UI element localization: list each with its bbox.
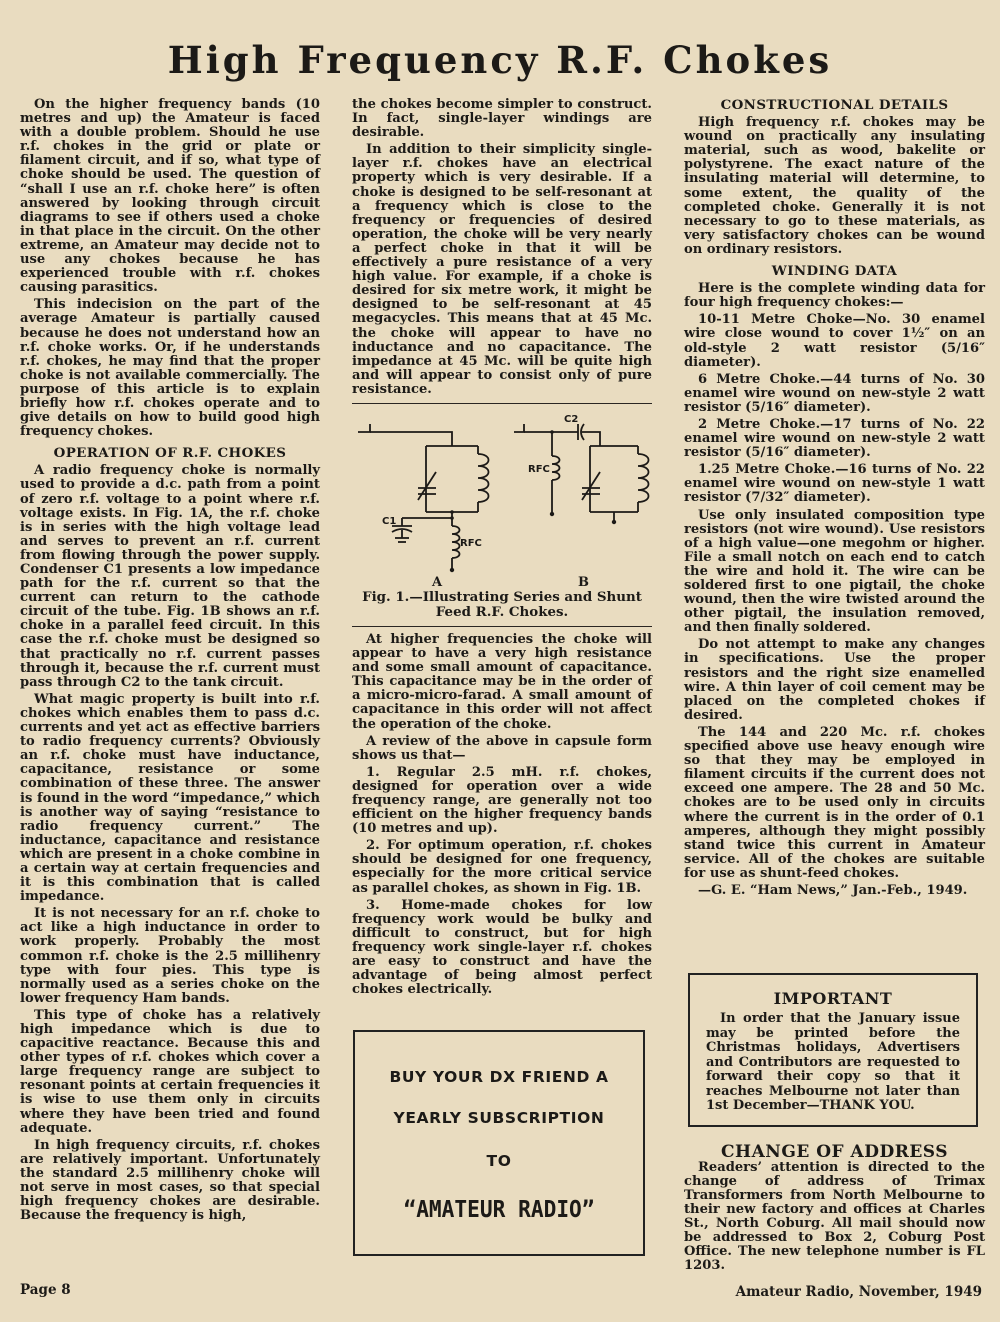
change-of-address <box>684 1142 985 1273</box>
paragraph: It is not necessary for an r.f. choke to act like a high inductance in order to work properly. Probably the most common r.f. choke is the 2.5 millihenry type with four pies. This type is normally used as a series choke on the lower frequency Ham bands. <box>20 906 320 1006</box>
change-heading: CHANGE OF ADDRESS <box>721 1142 948 1162</box>
notice-text: In order that the January issue may be printed before the Christmas holidays, Advertisers and Contributors are requested to forward their copy so that it reaches Melbourne not later than 1st December—THANK YOU. <box>706 1011 960 1113</box>
column-2 <box>352 98 652 1000</box>
page-number: Page 8 <box>20 1282 71 1298</box>
paragraph: the chokes become simpler to construct. In fact, single-layer windings are desirable. <box>352 97 652 141</box>
paragraph: This type of choke has a relatively high impedance which is due to capacitive reactance. Because this and other types of r.f. chokes which cover a large frequency range are subject to resonant points at certain frequencies it is wise to use them only in circuits where they have been tried and found adequate. <box>20 1007 320 1136</box>
ad-line: YEARLY SUBSCRIPTION <box>393 1109 605 1127</box>
label-c1: C1 <box>382 515 397 527</box>
winding-title: 10-11 Metre Choke <box>698 312 853 328</box>
circuit-schematic <box>352 410 652 588</box>
paragraph: A radio frequency choke is normally used to provide a d.c. path from a point of zero r.f. voltage to a point where r.f. voltage exists. In Fig. 1A, the r.f. choke is in series with the high voltage lead and serves to prevent an r.f. current from flowing through the power supply. Condenser C1 presents a low impedance path for the r.f. current so that the current can return to the cathode circuit of the tube. Fig. 1B shows an r.f. choke in a parallel feed circuit. In this case the r.f. choke must be designed so that practically no r.f. current passes through it, because the r.f. current must pass through C2 to the tank circuit. <box>20 463 320 690</box>
issue-info: Amateur Radio, November, 1949 <box>735 1284 982 1300</box>
paragraph: On the higher frequency bands (10 metres and up) the Amateur is faced with a double problem. Should he use r.f. chokes in the grid or plate or filament circuit, and if so, what type of choke should be used. The question of “shall I use an r.f. choke here” is often answered by looking through circuit diagrams to see if others used a choke in that place in the circuit. On the other extreme, an Amateur may decide not to use any chokes because he has experienced trouble with r.f. chokes causing parasitics. <box>20 97 320 296</box>
paragraph: Do not attempt to make any changes in specifications. Use the proper resistors and the right size enamelled wire. A thin layer of coil cement may be placed on the completed chokes if desired. <box>684 637 985 723</box>
paragraph: 1. Regular 2.5 mH. r.f. chokes, designed for operation over a wide frequency range, are generally not too efficient on the higher frequency bands (10 metres and up). <box>352 764 652 837</box>
figure-1-diagram <box>352 410 652 588</box>
winding-title: 1.25 Metre Choke. <box>698 462 836 478</box>
notice-heading: IMPORTANT <box>773 989 893 1008</box>
section-heading-winding: WINDING DATA <box>771 263 898 280</box>
winding-entry: 6 Metre Choke.—44 turns of No. 30 enamel wire wound on new-style 2 watt resistor (5/16″ diameter). <box>684 371 985 415</box>
paragraph: What magic property is built into r.f. chokes which enables them to pass d.c. currents and yet act as effective barriers to radio frequency currents? Obviously an r.f. choke must have inductance, capacitance, resistance or some combination of these three. The answer is found in the word “impedance,” which is another way of saying “resistance to radio frequency current.” The inductance, capacitance and resistance which are present in a choke combine in a certain way at certain frequencies and it is this combination that is called impedance. <box>20 691 320 905</box>
article-title: High Frequency R.F. Chokes <box>167 38 833 82</box>
section-heading-construction: CONSTRUCTIONAL DETAILS <box>720 97 949 113</box>
paragraph: This indecision on the part of the average Amateur is partially caused because he does not understand how an r.f. choke works. Or, if he understands r.f. chokes, he may find that the proper choke is not available commercially. The purpose of this article is to explain briefly how r.f. chokes operate and to give details on how to build good high frequency chokes. <box>20 297 320 440</box>
paragraph: In addition to their simplicity single-layer r.f. chokes have an electrical property which is very desirable. If a choke is designed to be self-resonant at a frequency which is close to the frequency or frequencies of desired operation, the choke will be very nearly a perfect choke in that it will be effectively a pure resistance of a very high value. For example, if a choke is desired for six metre work, it might be designed to be self-resonant at 45 megacycles. This means that at 45 Mc. the choke will appear to have no inductance and no capacitance. The impedance at 45 Mc. will be quite high and will appear to consist only of pure resistance. <box>352 142 652 397</box>
label-rfc-b: RFC <box>528 463 550 475</box>
winding-entry: 10-11 Metre Choke—No. 30 enamel wire close wound to cover 1½″ on an old-style 2 watt resistor (5/16″ diameter). <box>684 312 985 370</box>
figure-caption: Fig. 1.—Illustrating Series and Shunt Feed R.F. Chokes. <box>362 588 642 620</box>
column-3 <box>684 98 985 901</box>
winding-entry: 1.25 Metre Choke.—16 turns of No. 22 enamel wire wound on new-style 1 watt resistor (7/32″ diameter). <box>684 462 985 506</box>
divider <box>352 403 652 404</box>
winding-entry: 2 Metre Choke.—17 turns of No. 22 enamel wire wound on new-style 2 watt resistor (5/16″ diameter). <box>684 416 985 461</box>
ad-line: TO <box>486 1152 512 1170</box>
winding-title: 6 Metre Choke. <box>698 371 821 387</box>
label-b: B <box>578 574 589 588</box>
column-1 <box>20 98 320 1226</box>
paragraph: A review of the above in capsule form shows us that— <box>352 733 652 763</box>
ad-line: BUY YOUR DX FRIEND A <box>389 1068 609 1086</box>
paragraph: At higher frequencies the choke will appear to have a very high resistance and some small amount of capacitance. This capacitance may be in the order of a micro-micro-farad. A small amount of capacitance in this order will not affect the operation of the choke. <box>352 631 652 732</box>
important-notice <box>688 973 978 1127</box>
label-a: A <box>432 574 443 588</box>
attribution: —G. E. “Ham News,” Jan.-Feb., 1949. <box>698 882 968 898</box>
paragraph: Here is the complete winding data for four high frequency chokes:— <box>684 281 985 311</box>
label-rfc-a: RFC <box>460 537 482 549</box>
divider <box>352 626 652 627</box>
paragraph: The 144 and 220 Mc. r.f. chokes specified above use heavy enough wire so that they may be employed in filament circuits if the current does not exceed one ampere. The 28 and 50 Mc. chokes are to be used only in circuits where the current is in the order of 0.1 amperes, although they might possibly stand twice this current in Amateur service. All of the chokes are suitable for use as shunt-feed chokes. <box>684 724 985 881</box>
label-c2: C2 <box>564 413 579 425</box>
paragraph: In high frequency circuits, r.f. chokes are relatively important. Unfortunately the standard 2.5 millihenry choke will not serve in most cases, so that special high frequency chokes are desirable. Because the frequency is high, <box>20 1137 320 1224</box>
winding-title: 2 Metre Choke. <box>698 416 821 432</box>
section-heading-operation: OPERATION OF R.F. CHOKES <box>53 445 287 462</box>
paragraph: Use only insulated composition type resistors (not wire wound). Use resistors of a high value—one megohm or higher. File a small notch on each end to catch the wire and hold it. The wire can be soldered first to one pigtail, the choke wound, then the wire twisted around the other pigtail, the insulation removed, and then finally soldered. <box>684 507 985 636</box>
paragraph: 2. For optimum operation, r.f. chokes should be designed for one frequency, especially for the more critical service as parallel chokes, as shown in Fig. 1B. <box>352 838 652 896</box>
subscription-ad <box>353 1030 645 1256</box>
paragraph: 3. Home-made chokes for low frequency work would be bulky and difficult to construct, but for high frequency work single-layer r.f. chokes are easy to construct and have the advantage of being almost perfect chokes electrically. <box>352 897 652 998</box>
ad-publication-name: “AMATEUR RADIO” <box>403 1197 595 1223</box>
change-text: Readers’ attention is directed to the change of address of Trimax Transformers from North Melbourne to their new factory and offices at Charles St., North Coburg. All mail should now be addressed to Box 2, Coburg Post Office. The new telephone number is FL 1203. <box>684 1160 985 1273</box>
paragraph: High frequency r.f. chokes may be wound on practically any insulating material, such as wood, bakelite or polystyrene. The exact nature of the insulating material will determine, to some extent, the quality of the completed choke. Generally it is not necessary to go to these materials, as very satisfactory chokes can be wound on ordinary resistors. <box>684 115 985 257</box>
